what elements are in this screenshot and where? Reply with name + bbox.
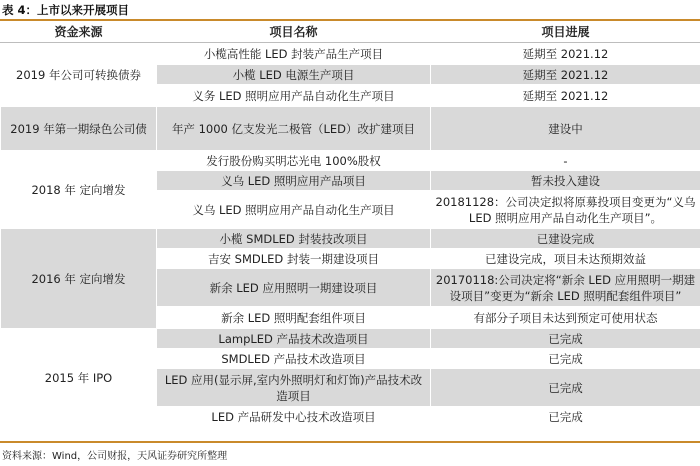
project-name-cell: 义乌 LED 照明应用产品自动化生产项目 [157,191,431,229]
project-name-cell: 义乌 LED 照明应用产品项目 [157,171,431,191]
project-progress-cell: 已建设完成，项目未达预期效益 [431,249,700,269]
funding-source-cell: 2019 年第一期绿色公司债 [1,107,157,151]
project-name-cell: LED 应用(显示屏,室内外照明灯和灯饰)产品技术改造项目 [157,369,431,407]
project-name-cell: LED 产品研发中心技术改造项目 [157,407,431,427]
project-progress-cell: 已建设完成 [431,229,700,249]
project-progress-cell: 暂未投入建设 [431,171,700,191]
table-title: 表 4：上市以来开展项目 [2,3,130,17]
project-progress-cell: 已完成 [431,407,700,427]
project-name-cell: 小榄高性能 LED 封装产品生产项目 [157,43,431,65]
project-progress-cell: 建设中 [431,107,700,151]
source-note: 资料来源：Wind，公司财报，天风证券研究所整理 [2,451,228,462]
bottom-rule [0,441,700,443]
header-row [1,22,700,43]
project-progress-cell: 已完成 [431,349,700,369]
project-name-cell: 小榄 LED 电源生产项目 [157,65,431,85]
project-progress-cell: 延期至 2021.12 [431,85,700,107]
table-row [1,229,700,249]
project-progress-cell: 已完成 [431,329,700,349]
project-progress-cell: 有部分子项目未达到预定可使用状态 [431,307,700,329]
header-project-progress: 项目进展 [431,22,700,43]
header-funding-source: 资金来源 [1,22,157,43]
project-progress-cell: 延期至 2021.12 [431,43,700,65]
project-name-cell: 年产 1000 亿支发光二极管（LED）改扩建项目 [157,107,431,151]
project-name-cell: 吉安 SMDLED 封装一期建设项目 [157,249,431,269]
project-name-cell: 义务 LED 照明应用产品自动化生产项目 [157,85,431,107]
project-name-cell: SMDLED 产品技术改造项目 [157,349,431,369]
project-progress-cell: 20181128：公司决定拟将原募投项目变更为“义乌 LED 照明应用产品自动化生产项目”。 [431,191,700,229]
table-body [1,43,700,427]
projects-table [0,21,700,427]
table-row [1,329,700,349]
project-name-cell: 发行股份购买明芯光电 100%股权 [157,151,431,171]
funding-source-cell: 2019 年公司可转换债券 [1,43,157,107]
project-name-cell: 新余 LED 照明配套组件项目 [157,307,431,329]
table-row [1,43,700,65]
project-name-cell: LampLED 产品技术改造项目 [157,329,431,349]
funding-source-cell: 2015 年 IPO [1,329,157,427]
funding-source-cell: 2016 年 定向增发 [1,229,157,329]
project-name-cell: 新余 LED 应用照明一期建设项目 [157,269,431,307]
header-project-name: 项目名称 [157,22,431,43]
project-progress-cell: 已完成 [431,369,700,407]
project-name-cell: 小榄 SMDLED 封装技改项目 [157,229,431,249]
table-row [1,151,700,171]
project-progress-cell: - [431,151,700,171]
funding-source-cell: 2018 年 定向增发 [1,151,157,229]
project-progress-cell: 延期至 2021.12 [431,65,700,85]
project-progress-cell: 20170118:公司决定将“新余 LED 应用照明一期建设项目”变更为“新余 LED 照明配套组件项目” [431,269,700,307]
table-row [1,107,700,151]
